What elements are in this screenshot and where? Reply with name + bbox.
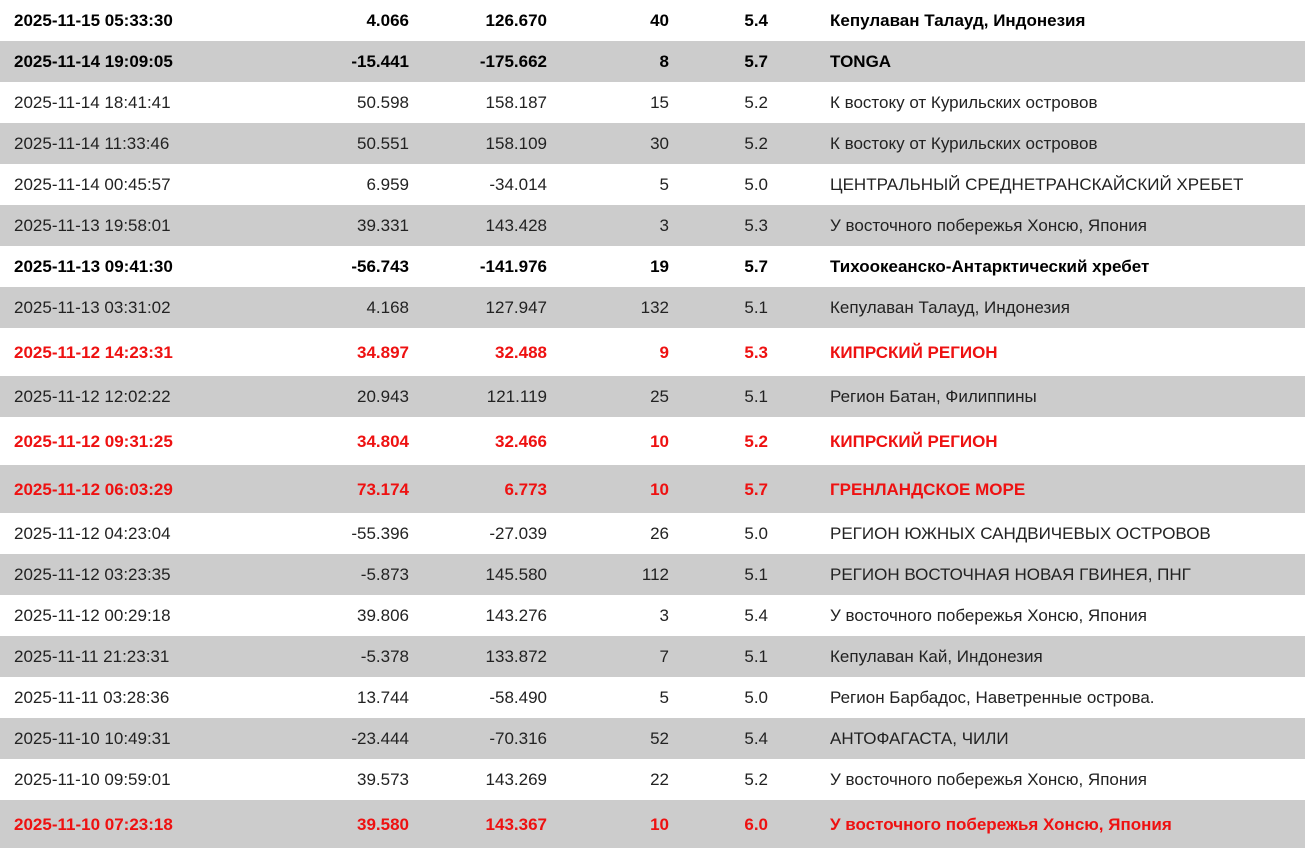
event-row[interactable] — [0, 164, 1305, 205]
event-row[interactable] — [0, 595, 1305, 636]
depth-cell: 8 — [659, 52, 669, 71]
event-time-cell: 2025-11-14 19:09:05 — [14, 52, 173, 71]
longitude-cell: 126.670 — [485, 11, 547, 30]
latitude-cell: 13.744 — [357, 688, 409, 707]
longitude-cell: 32.466 — [495, 431, 547, 451]
magnitude-cell: 5.1 — [744, 565, 768, 584]
longitude-cell: 158.109 — [485, 134, 547, 153]
depth-cell: 3 — [659, 216, 669, 235]
event-time-cell: 2025-11-12 12:02:22 — [14, 387, 171, 406]
event-row[interactable] — [0, 205, 1305, 246]
longitude-cell: 127.947 — [485, 298, 547, 317]
region-cell: ГРЕНЛАНДСКОЕ МОРЕ — [830, 479, 1026, 499]
region-cell: К востоку от Курильских островов — [830, 134, 1098, 153]
latitude-cell: 39.580 — [357, 814, 409, 834]
longitude-cell: 143.367 — [485, 814, 547, 834]
region-cell: У восточного побережья Хонсю, Япония — [830, 216, 1147, 235]
latitude-cell: -15.441 — [351, 52, 409, 71]
longitude-cell: 143.428 — [485, 216, 547, 235]
depth-cell: 9 — [659, 342, 669, 362]
event-row[interactable] — [0, 636, 1305, 677]
event-time-cell: 2025-11-11 03:28:36 — [14, 688, 170, 707]
magnitude-cell: 5.2 — [744, 431, 768, 451]
region-cell: К востоку от Курильских островов — [830, 93, 1098, 112]
latitude-cell: 50.598 — [357, 93, 409, 112]
latitude-cell: 6.959 — [366, 175, 409, 194]
event-time-cell: 2025-11-11 21:23:31 — [14, 647, 170, 666]
region-cell: РЕГИОН ВОСТОЧНАЯ НОВАЯ ГВИНЕЯ, ПНГ — [830, 565, 1191, 584]
latitude-cell: -5.873 — [360, 565, 409, 584]
latitude-cell: -55.396 — [351, 524, 409, 543]
longitude-cell: -141.976 — [479, 257, 547, 276]
event-row[interactable] — [0, 123, 1305, 164]
longitude-cell: -58.490 — [489, 688, 547, 707]
magnitude-cell: 5.7 — [744, 479, 768, 499]
region-cell: Кепулаван Талауд, Индонезия — [830, 298, 1070, 317]
event-row[interactable] — [0, 759, 1305, 800]
depth-cell: 25 — [650, 387, 669, 406]
event-time-cell: 2025-11-14 00:45:57 — [14, 175, 171, 194]
depth-cell: 19 — [650, 257, 669, 276]
magnitude-cell: 5.2 — [744, 93, 768, 112]
latitude-cell: -56.743 — [351, 257, 409, 276]
depth-cell: 5 — [659, 175, 669, 194]
depth-cell: 15 — [650, 93, 669, 112]
event-time-cell: 2025-11-15 05:33:30 — [14, 11, 173, 30]
latitude-cell: 34.897 — [357, 342, 409, 362]
event-row[interactable] — [0, 718, 1305, 759]
magnitude-cell: 5.4 — [744, 11, 768, 30]
latitude-cell: -23.444 — [351, 729, 409, 748]
magnitude-cell: 5.4 — [744, 606, 768, 625]
event-time-cell: 2025-11-12 03:23:35 — [14, 565, 171, 584]
latitude-cell: 4.168 — [366, 298, 409, 317]
event-row[interactable] — [0, 41, 1305, 82]
event-time-cell: 2025-11-14 18:41:41 — [14, 93, 171, 112]
depth-cell: 3 — [659, 606, 669, 625]
event-row[interactable] — [0, 246, 1305, 287]
region-cell: Кепулаван Талауд, Индонезия — [830, 11, 1086, 30]
region-cell: Тихоокеанско-Антарктический хребет — [830, 257, 1150, 276]
longitude-cell: 133.872 — [485, 647, 547, 666]
event-time-cell: 2025-11-12 00:29:18 — [14, 606, 171, 625]
magnitude-cell: 5.0 — [744, 688, 768, 707]
latitude-cell: 39.573 — [357, 770, 409, 789]
event-row[interactable] — [0, 0, 1305, 41]
event-time-cell: 2025-11-13 19:58:01 — [14, 216, 171, 235]
depth-cell: 26 — [650, 524, 669, 543]
longitude-cell: 121.119 — [486, 387, 547, 406]
depth-cell: 52 — [650, 729, 669, 748]
event-row[interactable] — [0, 513, 1305, 554]
latitude-cell: 39.806 — [357, 606, 409, 625]
region-cell: КИПРСКИЙ РЕГИОН — [830, 342, 998, 362]
region-cell: У восточного побережья Хонсю, Япония — [830, 814, 1172, 834]
event-row[interactable] — [0, 465, 1305, 513]
region-cell: TONGA — [830, 52, 892, 71]
longitude-cell: 145.580 — [485, 565, 547, 584]
region-cell: Регион Батан, Филиппины — [830, 387, 1037, 406]
magnitude-cell: 5.7 — [744, 52, 768, 71]
event-time-cell: 2025-11-10 07:23:18 — [14, 814, 173, 834]
longitude-cell: 143.276 — [485, 606, 547, 625]
magnitude-cell: 5.7 — [744, 257, 768, 276]
magnitude-cell: 5.3 — [744, 216, 768, 235]
event-time-cell: 2025-11-10 10:49:31 — [14, 729, 171, 748]
latitude-cell: 20.943 — [357, 387, 409, 406]
event-row[interactable] — [0, 82, 1305, 123]
event-row[interactable] — [0, 677, 1305, 718]
region-cell: КИПРСКИЙ РЕГИОН — [830, 431, 998, 451]
magnitude-cell: 5.1 — [744, 298, 768, 317]
region-cell: РЕГИОН ЮЖНЫХ САНДВИЧЕВЫХ ОСТРОВОВ — [830, 524, 1211, 543]
magnitude-cell: 5.1 — [744, 387, 768, 406]
event-row[interactable] — [0, 417, 1305, 465]
depth-cell: 40 — [650, 11, 669, 30]
event-time-cell: 2025-11-12 06:03:29 — [14, 479, 173, 499]
latitude-cell: 4.066 — [366, 11, 409, 30]
magnitude-cell: 5.0 — [744, 175, 768, 194]
magnitude-cell: 6.0 — [744, 814, 768, 834]
event-time-cell: 2025-11-14 11:33:46 — [14, 134, 170, 153]
region-cell: АНТОФАГАСТА, ЧИЛИ — [830, 729, 1009, 748]
depth-cell: 10 — [650, 431, 669, 451]
region-cell: Регион Барбадос, Наветренные острова. — [830, 688, 1155, 707]
event-time-cell: 2025-11-12 04:23:04 — [14, 524, 171, 543]
longitude-cell: 143.269 — [485, 770, 547, 789]
region-cell: У восточного побережья Хонсю, Япония — [830, 606, 1147, 625]
latitude-cell: 39.331 — [357, 216, 409, 235]
event-time-cell: 2025-11-12 14:23:31 — [14, 342, 173, 362]
latitude-cell: 73.174 — [357, 479, 409, 499]
latitude-cell: -5.378 — [360, 647, 409, 666]
event-time-cell: 2025-11-12 09:31:25 — [14, 431, 173, 451]
depth-cell: 10 — [650, 479, 669, 499]
depth-cell: 132 — [640, 298, 669, 317]
event-row[interactable] — [0, 287, 1305, 328]
magnitude-cell: 5.3 — [744, 342, 768, 362]
depth-cell: 10 — [650, 814, 669, 834]
longitude-cell: -175.662 — [479, 52, 547, 71]
magnitude-cell: 5.2 — [744, 770, 768, 789]
magnitude-cell: 5.1 — [744, 647, 768, 666]
event-row[interactable] — [0, 376, 1305, 417]
region-cell: ЦЕНТРАЛЬНЫЙ СРЕДНЕТРАНСКАЙСКИЙ ХРЕБЕТ — [830, 175, 1244, 194]
longitude-cell: -70.316 — [489, 729, 547, 748]
depth-cell: 7 — [659, 647, 669, 666]
event-row[interactable] — [0, 328, 1305, 376]
longitude-cell: 6.773 — [504, 479, 547, 499]
region-cell: У восточного побережья Хонсю, Япония — [830, 770, 1147, 789]
depth-cell: 22 — [650, 770, 669, 789]
longitude-cell: -34.014 — [489, 175, 547, 194]
event-row[interactable] — [0, 800, 1305, 848]
latitude-cell: 50.551 — [357, 134, 409, 153]
depth-cell: 112 — [641, 565, 669, 584]
longitude-cell: 32.488 — [495, 342, 547, 362]
region-cell: Кепулаван Кай, Индонезия — [830, 647, 1043, 666]
latitude-cell: 34.804 — [357, 431, 409, 451]
event-time-cell: 2025-11-13 03:31:02 — [14, 298, 171, 317]
magnitude-cell: 5.0 — [744, 524, 768, 543]
depth-cell: 30 — [650, 134, 669, 153]
longitude-cell: -27.039 — [489, 524, 547, 543]
longitude-cell: 158.187 — [485, 93, 547, 112]
depth-cell: 5 — [659, 688, 669, 707]
event-time-cell: 2025-11-10 09:59:01 — [14, 770, 171, 789]
event-time-cell: 2025-11-13 09:41:30 — [14, 257, 173, 276]
magnitude-cell: 5.2 — [744, 134, 768, 153]
magnitude-cell: 5.4 — [744, 729, 768, 748]
event-row[interactable] — [0, 554, 1305, 595]
